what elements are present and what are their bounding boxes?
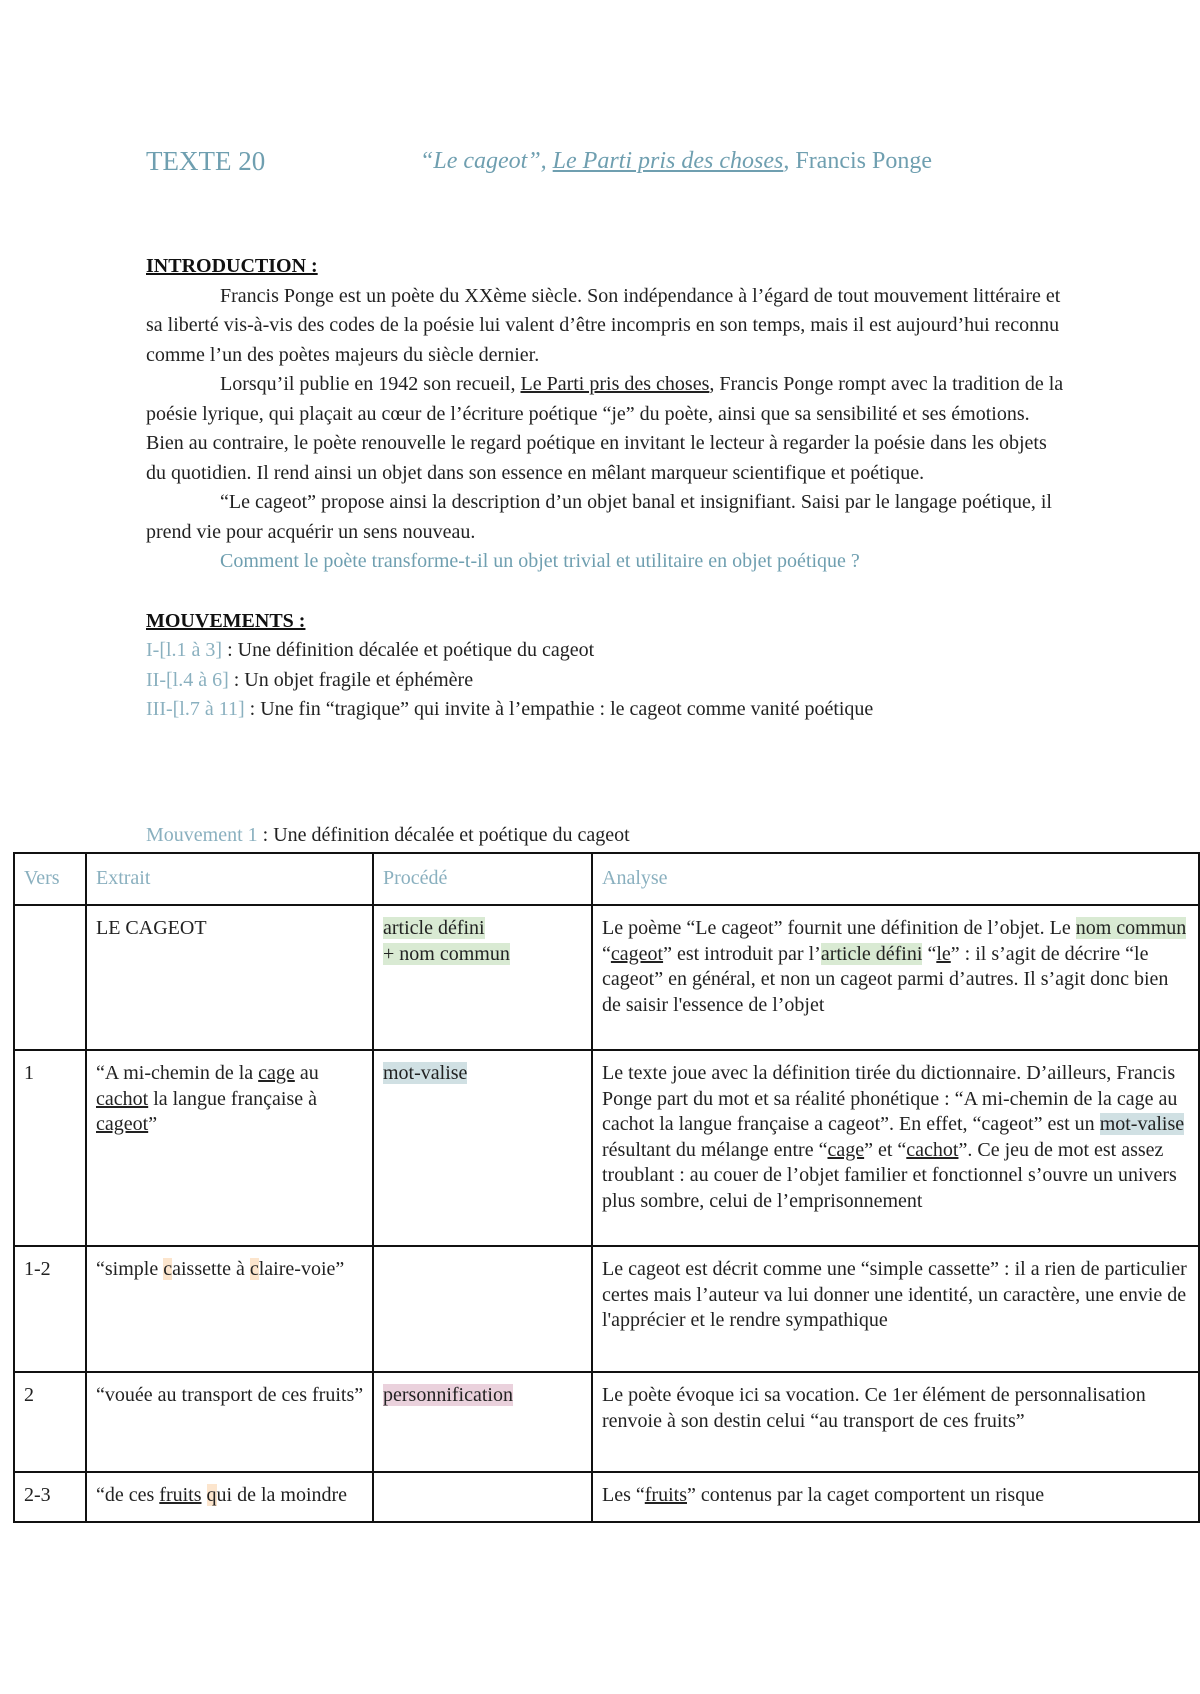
cell-analyse: Le cageot est décrit comme une “simple cassette” : il a rien de particulier certes mais l’auteur va lui donner une identité, un caractère, une envie de l'apprécier et le rendre sympathique <box>592 1246 1199 1372</box>
main-content <box>146 252 1066 725</box>
mouvement-ref: III-[l.7 à 11] <box>146 698 245 720</box>
cell-analyse: Le texte joue avec la définition tirée du dictionnaire. D’ailleurs, Francis Ponge part du mot et sa réalité phonétique : “A mi-chemin de la cage au cachot la langue française a cageot”. En effet, “cageot” est un mot-valise résultant du mélange entre “cage” et “cachot”. Ce jeu de mot est assez troublant : au couer de l’objet familier et fonctionnel s’ouvre un univers plus sombre, celui de l’emprisonnement <box>592 1050 1199 1246</box>
author-name: , Francis Ponge <box>783 148 932 174</box>
intro-paragraph-3: “Le cageot” propose ainsi la description d’un objet banal et insignifiant. Saisi par le langage poétique, il prend vie pour acquérir un sens nouveau. <box>146 491 1052 543</box>
cell-vers <box>14 905 86 1050</box>
analyse-underline: fruits <box>644 1484 687 1506</box>
cell-vers: 1 <box>14 1050 86 1246</box>
analyse-underline: cageot <box>610 942 664 965</box>
header-vers: Vers <box>14 853 86 905</box>
extrait-underline: cage <box>258 1062 295 1084</box>
mouvement-item <box>146 666 1066 696</box>
analyse-highlight: nom commun <box>1075 917 1187 939</box>
analyse-highlight: mot-valise <box>1099 1113 1185 1135</box>
procede-highlight: article défini <box>383 917 485 939</box>
mouvement-ref: II-[l.4 à 6] <box>146 668 229 691</box>
cell-analyse: Les “fruits” contenus par la caget comportent un risque <box>592 1472 1199 1522</box>
table-row <box>14 1472 1199 1522</box>
alliteration-highlight: c <box>163 1258 173 1280</box>
cell-vers: 2 <box>14 1372 86 1472</box>
extrait-underline: cachot <box>96 1087 149 1110</box>
collection-title: Le Parti pris des choses <box>552 148 784 174</box>
mouvement-1-caption <box>146 824 630 847</box>
cell-extrait: “vouée au transport de ces fruits” <box>86 1372 373 1472</box>
cell-vers: 2-3 <box>14 1472 86 1522</box>
mouvement-text: : Une fin “tragique” qui invite à l’empathie : le cageot comme vanité poétique <box>244 698 874 720</box>
intro-p2-text-b: , Francis Ponge rompt avec la tradition de la poésie lyrique, qui plaçait au cœur de l’écriture poétique “je” du poète, ainsi que sa sensibilité et ses émotions. Bien au contraire, le poète renouvelle le regard poétique en invitant le lecteur à regarder la poésie dans les objets du quotidien. Il rend ainsi un objet dans son essence en mêlant marqueur scientifique et poétique. <box>146 373 1064 484</box>
intro-p2-text-a: Lorsqu’il publie en 1942 son recueil, <box>220 373 521 395</box>
alliteration-highlight: q <box>206 1484 217 1506</box>
cell-procede <box>373 905 592 1050</box>
table-row <box>14 905 1199 1050</box>
cell-extrait: “A mi-chemin de la cage au cachot la langue française à cageot” <box>86 1050 373 1246</box>
analyse-underline: cachot <box>906 1138 959 1161</box>
procede-highlight: personnification <box>383 1384 513 1406</box>
analyse-highlight: article défini <box>820 942 923 965</box>
texte-number: TEXTE 20 <box>146 146 266 176</box>
table-row <box>14 1372 1199 1472</box>
mouvement-item <box>146 636 1066 666</box>
mouvement-item <box>146 695 1066 725</box>
poem-title: “Le cageot”, <box>420 148 547 174</box>
cell-extrait: “simple caissette à claire-voie” <box>86 1246 373 1372</box>
intro-p2-title: Le Parti pris des choses <box>520 373 710 395</box>
header-analyse: Analyse <box>592 853 1199 905</box>
cell-procede <box>373 1050 592 1246</box>
cell-extrait: “de ces fruits qui de la moindre <box>86 1472 373 1522</box>
procede-highlight: mot-valise <box>383 1062 468 1084</box>
problematique: Comment le poète transforme-t-il un objet trivial et utilitaire en objet poétique ? <box>220 550 860 572</box>
mouvement-text: : Une définition décalée et poétique du cageot <box>222 639 595 661</box>
cell-analyse: Le poète évoque ici sa vocation. Ce 1er élément de personnalisation renvoie à son destin celui “au transport de ces fruits” <box>592 1372 1199 1472</box>
mouvement-ref: I-[l.1 à 3] <box>146 639 223 661</box>
cell-extrait: LE CAGEOT <box>86 905 373 1050</box>
cell-procede <box>373 1472 592 1522</box>
mouvement-1-title: : Une définition décalée et poétique du cageot <box>257 824 630 846</box>
alliteration-highlight: c <box>249 1258 259 1280</box>
poem-reference <box>420 148 932 175</box>
procede-highlight: + nom commun <box>383 942 510 965</box>
mouvement-text: : Un objet fragile et éphémère <box>228 668 474 691</box>
analyse-underline: le <box>936 942 951 965</box>
intro-paragraph-2 <box>146 370 1066 488</box>
cell-analyse: Le poème “Le cageot” fournit une définition de l’objet. Le nom commun “cageot” est introduit par l’article défini “le” : il s’agit de décrire “le cageot” en général, et non un cageot parmi d’autres. Il s’agit donc bien de saisir l'essence de l’objet <box>592 905 1199 1050</box>
table-row <box>14 1050 1199 1246</box>
cell-procede <box>373 1372 592 1472</box>
analysis-table <box>13 852 1200 1523</box>
header-extrait: Extrait <box>86 853 373 905</box>
cell-procede <box>373 1246 592 1372</box>
intro-paragraph-1: Francis Ponge est un poète du XXème siècle. Son indépendance à l’égard de tout mouvement littéraire et sa liberté vis-à-vis des codes de la poésie lui valent d’être incompris en son temps, mais il est aujourd’hui reconnu comme l’un des poètes majeurs du siècle dernier. <box>146 284 1061 366</box>
analyse-underline: cage <box>827 1138 865 1161</box>
mouvement-1-ref: Mouvement 1 <box>146 824 258 846</box>
table-row <box>14 1246 1199 1372</box>
extrait-underline: fruits <box>159 1484 202 1506</box>
header-procede: Procédé <box>373 853 592 905</box>
mouvements-heading: MOUVEMENTS : <box>146 609 306 632</box>
cell-vers: 1-2 <box>14 1246 86 1372</box>
intro-heading: INTRODUCTION : <box>146 255 318 277</box>
table-header-row <box>14 853 1199 905</box>
extrait-underline: cageot <box>96 1113 149 1135</box>
